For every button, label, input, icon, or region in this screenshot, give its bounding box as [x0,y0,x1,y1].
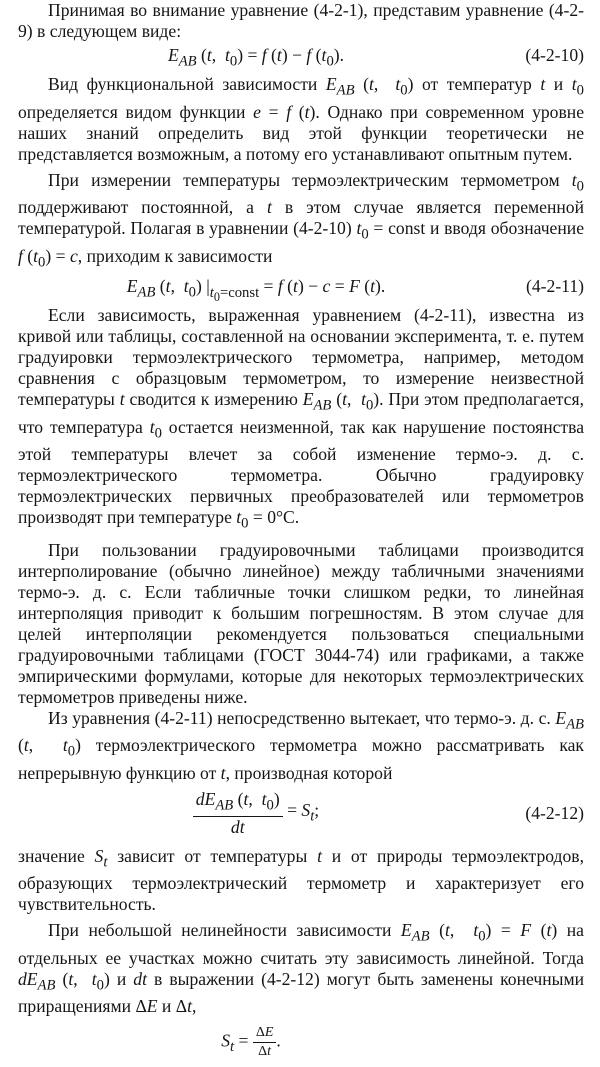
equation-4-2-12 [18,790,584,840]
equation-number: (4-2-10) [525,45,584,65]
equation-formula: $\frac{dE_{AB} (t, t_0)}{dt}$ = $S_t$; [18,790,494,838]
paragraph-7: значение $S_t$ зависит от температуры t и от природы термоэлектродов, образующих термоэлектрический термометр и характеризует его чувствительность. [18,845,584,915]
paragraph-4: Если зависимость, выраженная уравнением (4-2-11), известна из кривой или таблицы, составленной на основании эксперимента, т. е. путем градуировки термоэлектрического термометра, например, методом сравнения с образцовым термометром, то измерение неизвестной температуры t сводится к измерению $E_{AB}$ (t, $t_0$). При этом предполагается, что температура $t_0$ остается неизменной, так как нарушение постоянства этой температуры влечет за собой изменение термо-э. д. с. термоэлектрического термометра. Обычно градуировку термоэлектрических первичных преобразователей или термометров производят при температуре $t_0 = 0^\circ С$. [18,305,585,532]
equation-number: (4-2-12) [525,802,584,823]
paragraph-5: При пользовании градуировочными таблицами производится интерполирование (обычно линейное) между табличными значениями термо-э. д. с. Если табличные точки слишком редки, то линейная интерполяция приводит к большим погрешностям. В этом случае для целей интерполяции рекомендуется пользоваться специальными градуировочными таблицами (ГОСТ 3044-74) или графиками, а также эмпирическими формулами, которые для некоторых термоэлектрических термометров приведены ниже. [18,539,584,707]
equation-number: (4-2-11) [526,276,584,297]
paragraph-2: Вид функциональной зависимости $E_{AB}$ (t, $t_0$) от температур t и $t_0$ определяется видом функции e = f (t). Однако при современном уровне наших знаний определить вид этой функции теоретически не представляется возможным, а потому его устанавливают опытным путем. [18,74,585,164]
equation-4-2-11 [18,276,584,304]
paragraph-6: Из уравнения (4-2-11) непосредственно вытекает, что термо-э. д. с. $E_{AB}$ (t, $t_0$) термоэлектрического термометра можно рассматривать как непрерывную функцию от t, производная которой [18,707,584,783]
equation-4-2-12a [18,1025,584,1067]
equation-4-2-10 [18,45,584,69]
paragraph-3: При измерении температуры термоэлектрическим термометром $t_0$ поддерживают постоянной, а t в этом случае является переменной температурой. Полагая в уравнении (4-2-10) $t_0$ = const и вводя обозначение f $(t_0) = c$, приходим к зависимости [18,169,585,271]
paragraph-8: При небольшой нелинейности зависимости $E_{AB}$ (t, $t_0) = F$ (t) на отдельных ее участках можно считать эту зависимость линейной. Тогда $dE_{AB}$ (t, $t_0$) и dt в выражении (4-2-12) могут быть заменены конечными приращениями ΔE и Δt, [18,920,584,1017]
equation-formula: $S_t$ = $\frac{\Delta E}{\Delta t}$ . [221,1025,281,1060]
equation-formula: $E_{AB}$ (t, $t_0$) $|_{t_0=const} = f$ (t) − c = F (t). [126,276,386,304]
equation-formula: $E_{AB}$ (t, $t_0) = f$ (t) − f $(t_0)$. [167,45,345,70]
paragraph-1: Принимая во внимание уравнение (4-2-1), представим уравнение (4-2-9) в следующем виде: [18,0,584,41]
